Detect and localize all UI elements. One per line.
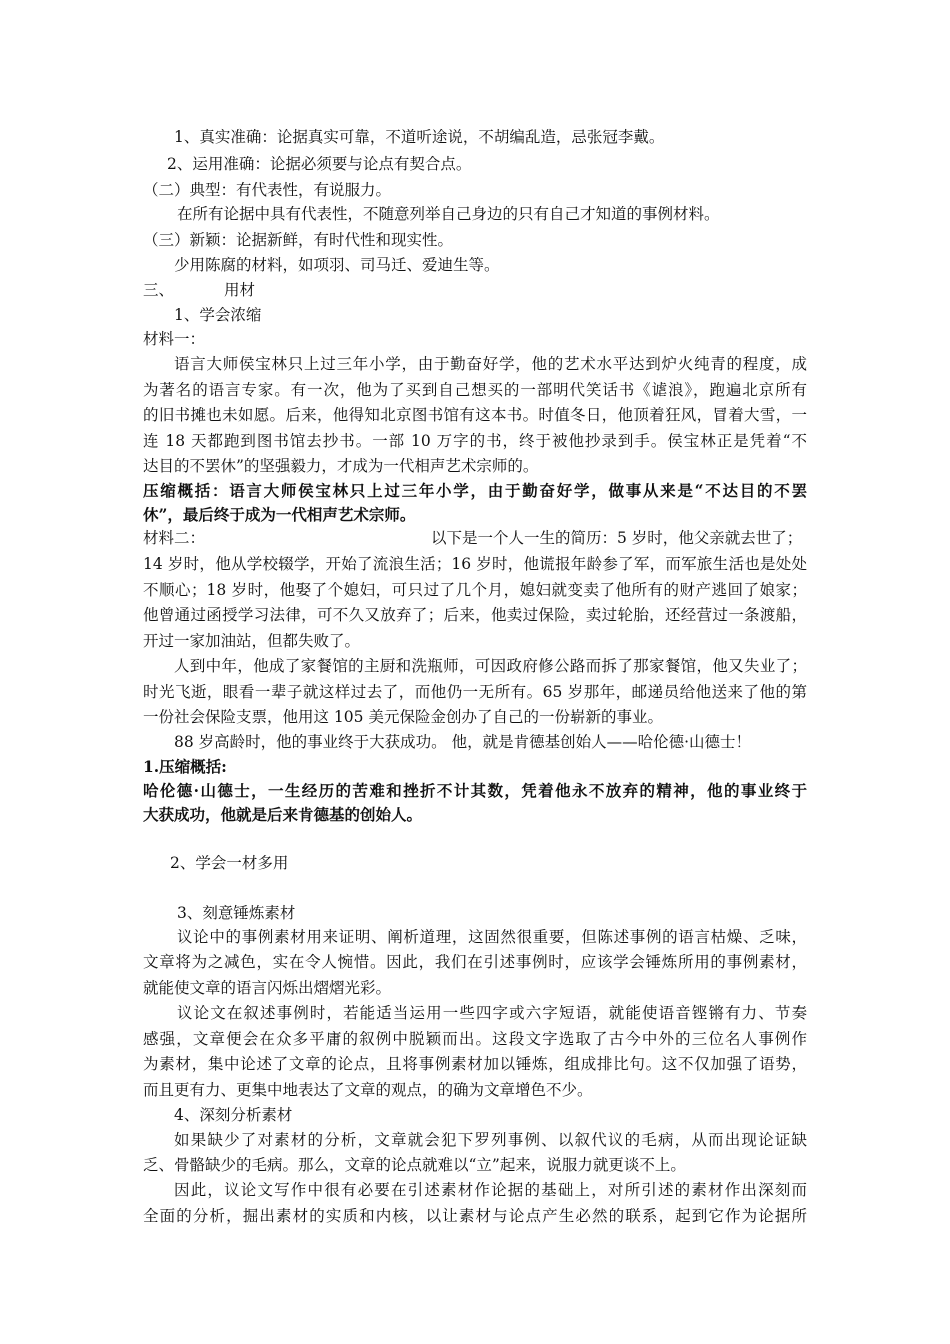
- text-line: 2、运用准确：论据必须要与论点有契合点。: [167, 155, 472, 173]
- text-line: 压缩概括：语言大师侯宝林只上过三年小学，由于勤奋好学，做事从来是“不达目的不罢: [143, 481, 807, 500]
- text-line: 他曾通过函授学习法律，可不久又放弃了；后来，他卖过保险，卖过轮胎，还经营过一条渡船，: [143, 606, 807, 624]
- text-line: 4、深刻分析素材: [174, 1106, 293, 1124]
- text-line: 休”，最后终于成为一代相声艺术宗师。: [143, 505, 416, 524]
- text-line: 达目的不罢休”的坚强毅力，才成为一代相声艺术宗师的。: [143, 457, 539, 475]
- text-line: 因此，议论文写作中很有必要在引述素材作论据的基础上，对所引述的素材作出深刻而: [174, 1181, 807, 1199]
- text-line: 全面的分析，掘出素材的实质和内核，以让素材与论点产生必然的联系，起到它作为论据所: [143, 1207, 807, 1225]
- text-line: 以下是一个人一生的简历：5 岁时，他父亲就去世了；: [431, 529, 803, 547]
- text-line: 的旧书摊也未如愿。后来，他得知北京图书馆有这本书。时值冬日，他顶着狂风，冒着大雪，一: [143, 406, 807, 424]
- text-line: 如果缺少了对素材的分析，文章就会犯下罗列事例、以叙代议的毛病，从而出现论证缺: [174, 1131, 807, 1149]
- text-line: 时光飞逝，眼看一辈子就这样过去了，而他仍一无所有。65 岁那年，邮递员给他送来了他的第: [143, 683, 807, 701]
- text-line: 一份社会保险支票，他用这 105 美元保险金创办了自己的一份崭新的事业。: [143, 708, 663, 726]
- text-line: 材料一：: [143, 330, 206, 348]
- text-line: 开过一家加油站，但都失败了。: [143, 632, 361, 650]
- text-line: 在所有论据中具有代表性，不随意列举自己身边的只有自己才知道的事例材料。: [177, 205, 720, 223]
- text-line: 大获成功，他就是后来肯德基的创始人。: [143, 805, 423, 824]
- text-line: 为素材，集中论述了文章的论点，且将事例素材加以锤炼，组成排比句。这不仅加强了语势，: [143, 1055, 807, 1073]
- text-line: 议论文在叙述事例时，若能适当运用一些四字或六字短语，就能使语音铿锵有力、节奏: [177, 1004, 807, 1022]
- text-line: 材料二：: [143, 529, 206, 547]
- text-line: 感强，文章便会在众多平庸的叙例中脱颖而出。这段文字选取了古今中外的三位名人事例作: [143, 1030, 807, 1048]
- text-line: 2、学会一材多用: [170, 854, 289, 872]
- text-line: 1.压缩概括:: [143, 757, 227, 776]
- section-number: 三、: [143, 281, 175, 299]
- text-line: 为著名的语言专家。有一次，他为了买到自己想买的一部明代笑话书《谑浪》，跑遍北京所有: [143, 381, 807, 399]
- text-line: 88 岁高龄时，他的事业终于大获成功。 他，就是肯德基创始人——哈伦德·山德士！: [174, 733, 752, 751]
- text-line: 少用陈腐的材料，如项羽、司马迁、爱迪生等。: [174, 256, 500, 274]
- section-heading: 用材: [224, 281, 256, 299]
- text-line: 1、学会浓缩: [174, 306, 262, 324]
- text-line: （三）新颖：论据新鲜，有时代性和现实性。: [143, 231, 454, 249]
- text-line: 3、刻意锤炼素材: [177, 904, 296, 922]
- text-line: 就能使文章的语言闪烁出熠熠光彩。: [143, 979, 392, 997]
- text-line: 哈伦德·山德士，一生经历的苦难和挫折不计其数，凭着他永不放弃的精神，他的事业终于: [143, 781, 807, 800]
- text-line: 语言大师侯宝林只上过三年小学，由于勤奋好学，他的艺术水平达到炉火纯青的程度，成: [174, 355, 807, 373]
- text-line: 不顺心；18 岁时，他娶了个媳妇，可只过了几个月，媳妇就变卖了他所有的财产逃回了娘家；: [143, 581, 807, 599]
- text-line: 14 岁时，他从学校辍学，开始了流浪生活；16 岁时，他谎报年龄参了军，而军旅生活也是处处: [143, 555, 807, 573]
- text-line: 议论中的事例素材用来证明、阐析道理，这固然很重要，但陈述事例的语言枯燥、乏味，: [177, 928, 807, 946]
- text-line: 人到中年，他成了家餐馆的主厨和洗瓶师，可因政府修公路而拆了那家餐馆，他又失业了；: [174, 657, 807, 675]
- text-line: （二）典型：有代表性，有说服力。: [143, 181, 392, 199]
- text-line: 连 18 天都跑到图书馆去抄书。一部 10 万字的书，终于被他抄录到手。侯宝林正是凭着“不: [143, 432, 807, 450]
- text-line: 文章将为之减色，实在令人惋惜。因此，我们在引述事例时，应该学会锤炼所用的事例素材，: [143, 953, 807, 971]
- text-line: 而且更有力、更集中地表达了文章的观点，的确为文章增色不少。: [143, 1081, 593, 1099]
- text-line: 乏、骨骼缺少的毛病。那么，文章的论点就难以“立”起来，说服力就更谈不上。: [143, 1156, 686, 1174]
- text-line: 1、真实准确：论据真实可靠，不道听途说，不胡编乱造，忌张冠李戴。: [174, 128, 665, 146]
